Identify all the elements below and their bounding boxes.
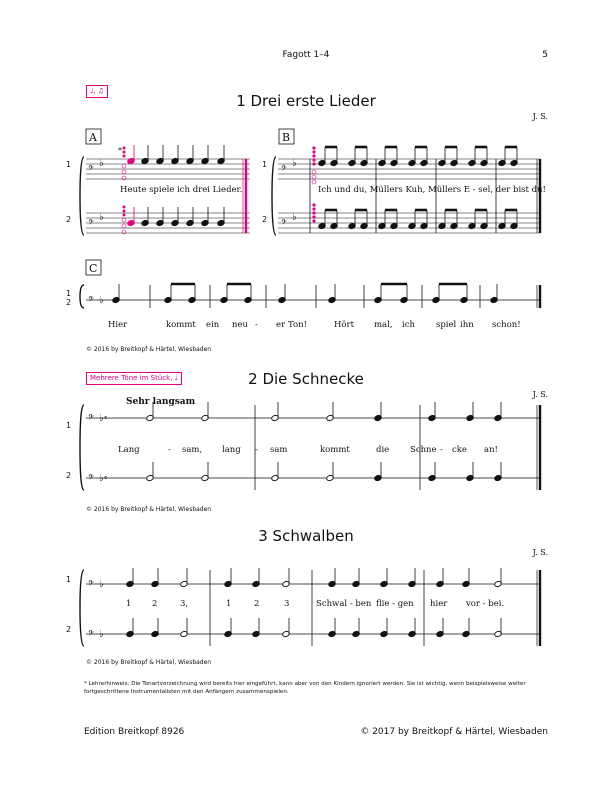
lyric-syllable: ihn xyxy=(460,320,474,330)
time-signature-icon: 𝄴 xyxy=(104,474,108,482)
fingering-dot xyxy=(312,211,315,214)
lyrics-section-a: Heute spiele ich drei Lieder. xyxy=(120,185,243,195)
lyric-syllable: hier xyxy=(430,599,448,609)
clef-icon: 𝄢 xyxy=(281,219,287,229)
lyric-syllable: ein xyxy=(206,320,220,330)
fingering-dot xyxy=(123,155,126,158)
staff-number: 2 xyxy=(66,471,72,480)
lyric-syllable: spiel xyxy=(436,320,457,330)
notes-layer xyxy=(112,145,518,638)
lyric-syllable: sam xyxy=(270,445,288,455)
schnecke-tag: Mehrere Töne im Stück, ♩ xyxy=(86,372,182,385)
staff-number: 1 xyxy=(66,421,72,430)
system-bracket xyxy=(272,157,276,235)
fingering-dot xyxy=(312,162,315,165)
staff-number: 1 xyxy=(66,160,72,169)
fingering-dot xyxy=(122,218,126,222)
flat-icon: ♭ xyxy=(99,158,104,169)
flat-icon: ♭ xyxy=(292,212,297,223)
fingering-dot xyxy=(123,147,126,150)
fingering-dot xyxy=(123,210,126,213)
clef-icon: 𝄢 xyxy=(88,165,94,175)
rhythm-tag: ♩, ♫ xyxy=(86,85,108,98)
section-label-c: C xyxy=(89,262,98,275)
fingering-dot xyxy=(312,175,316,179)
fingering-dot xyxy=(312,150,315,153)
fingering-dot xyxy=(312,158,315,161)
flat-icon: ♭ xyxy=(99,579,104,590)
footer-edition: Edition Breitkopf 8926 xyxy=(84,727,185,737)
lyric-syllable: an! xyxy=(484,445,498,455)
fingering-dot xyxy=(312,207,315,210)
clef-icon: 𝄢 xyxy=(88,296,94,306)
fingering-dot xyxy=(312,154,315,157)
system-bracket xyxy=(80,405,84,490)
staff-number: 1 xyxy=(262,160,268,169)
lyric-syllable: - xyxy=(440,445,443,455)
song3-copyright: © 2016 by Breitkopf & Härtel, Wiesbaden xyxy=(86,659,212,666)
song1-title: 1 Drei erste Lieder xyxy=(236,92,376,110)
lyric-syllable: Schne xyxy=(410,445,437,455)
footer-copyright: © 2017 by Breitkopf & Härtel, Wiesbaden xyxy=(360,727,548,737)
song1-composer: J. S. xyxy=(532,112,548,121)
lyric-syllable: Hier xyxy=(108,320,128,330)
lyric-syllable: schon! xyxy=(492,320,521,330)
clef-icon: 𝄢 xyxy=(88,414,94,424)
fingering-dot xyxy=(122,176,126,180)
lyric-syllable: kommt xyxy=(320,445,350,455)
fingering-dot xyxy=(122,170,126,174)
staff-number: 2 xyxy=(66,298,72,307)
lyric-syllable: neu xyxy=(232,320,248,330)
flat-icon: ♭ xyxy=(99,473,104,484)
lyric-syllable: lang xyxy=(222,445,241,455)
staff-number: 1 xyxy=(66,289,72,298)
lyric-syllable: ich xyxy=(402,320,415,330)
lyrics-section-b: Ich und du, Müllers Kuh, Müllers E - sel, der bist du! xyxy=(318,185,546,195)
lyric-syllable: - xyxy=(255,320,258,330)
flat-icon: ♭ xyxy=(99,212,104,223)
time-signature-icon: 𝄴 xyxy=(104,414,108,422)
song2-tempo: Sehr langsam xyxy=(126,397,196,407)
page-number: 5 xyxy=(542,50,548,60)
system-bracket xyxy=(80,157,84,235)
clef-icon: 𝄢 xyxy=(88,219,94,229)
lyric-syllable: - xyxy=(168,445,171,455)
lyric-syllable: kommt xyxy=(166,320,196,330)
section-label-b: B xyxy=(282,131,291,144)
song3-composer: J. S. xyxy=(532,548,548,557)
song3-title: 3 Schwalben xyxy=(258,527,354,545)
lyric-syllable: vor - bei. xyxy=(466,599,505,609)
lyric-syllable: - xyxy=(255,445,258,455)
header-title: Fagott 1–4 xyxy=(282,50,330,60)
flat-icon: ♭ xyxy=(99,629,104,640)
lyric-syllable: 2 xyxy=(254,599,260,609)
lyric-syllable: 1 xyxy=(126,599,132,609)
lyric-syllable: 2 xyxy=(152,599,158,609)
staff-lines xyxy=(80,157,540,646)
lyric-syllable: flie - gen xyxy=(376,599,414,609)
fingering-dot xyxy=(312,219,315,222)
teacher-footnote: * Lehrerhinweis: Die Tonartvorzeichnung wird bereits hier eingeführt, kann aber von den Kindern ignoriert werden. Sie ist wichtig, wenn beispielsweise weiter fortgeschrittene Instrumentalisten mit den Anfängern zusammenspielen. xyxy=(84,681,526,695)
lyric-syllable: Hört xyxy=(334,320,355,330)
fingering-dot xyxy=(123,151,126,154)
staff-number: 2 xyxy=(262,215,268,224)
staff-number: 2 xyxy=(66,625,72,634)
flat-icon: ♭ xyxy=(99,295,104,306)
fingering-dot xyxy=(312,215,315,218)
lyric-syllable: 1 xyxy=(226,599,232,609)
clef-icon: 𝄢 xyxy=(88,630,94,640)
lyric-syllable: mal, xyxy=(374,320,393,330)
fingering-dot xyxy=(312,170,316,174)
lyrics-schnecke xyxy=(118,445,498,455)
clef-icon: 𝄢 xyxy=(281,165,287,175)
song2-composer: J. S. xyxy=(532,390,548,399)
lyric-syllable: cke xyxy=(452,445,467,455)
fingering-dot xyxy=(123,206,126,209)
lyric-syllable: Lang xyxy=(118,445,140,455)
section-label-a: A xyxy=(89,131,97,144)
fingering-dot xyxy=(312,180,316,184)
fingering-dot xyxy=(312,146,315,149)
fingering-dot xyxy=(122,224,126,228)
fingering-dot xyxy=(123,214,126,217)
song1-copyright: © 2016 by Breitkopf & Härtel, Wiesbaden xyxy=(86,346,212,353)
clef-icon: 𝄢 xyxy=(88,580,94,590)
staff-number: 2 xyxy=(66,215,72,224)
staff-number: 1 xyxy=(66,575,72,584)
lyric-syllable: 3, xyxy=(180,599,189,609)
system-bracket xyxy=(80,285,84,308)
fingering-dot xyxy=(122,164,126,168)
lyric-syllable: die xyxy=(376,445,390,455)
lyrics-schwalben xyxy=(126,599,504,609)
lyric-syllable: sam, xyxy=(182,445,203,455)
song2-copyright: © 2016 by Breitkopf & Härtel, Wiesbaden xyxy=(86,506,212,513)
lyrics-section-c xyxy=(108,320,521,330)
lyric-syllable: er xyxy=(276,320,286,330)
clef-icon: 𝄢 xyxy=(88,474,94,484)
asterisk-icon: * xyxy=(118,146,122,155)
fingering-dot xyxy=(312,203,315,206)
lyric-syllable: Schwal - ben xyxy=(316,599,372,609)
lyric-syllable: 3 xyxy=(284,599,290,609)
flat-icon: ♭ xyxy=(292,158,297,169)
fingering-dot xyxy=(122,230,126,234)
flat-icon: ♭ xyxy=(99,413,104,424)
song2-title: 2 Die Schnecke xyxy=(248,370,364,388)
lyric-syllable: Ton! xyxy=(288,320,308,330)
system-bracket xyxy=(80,570,84,646)
